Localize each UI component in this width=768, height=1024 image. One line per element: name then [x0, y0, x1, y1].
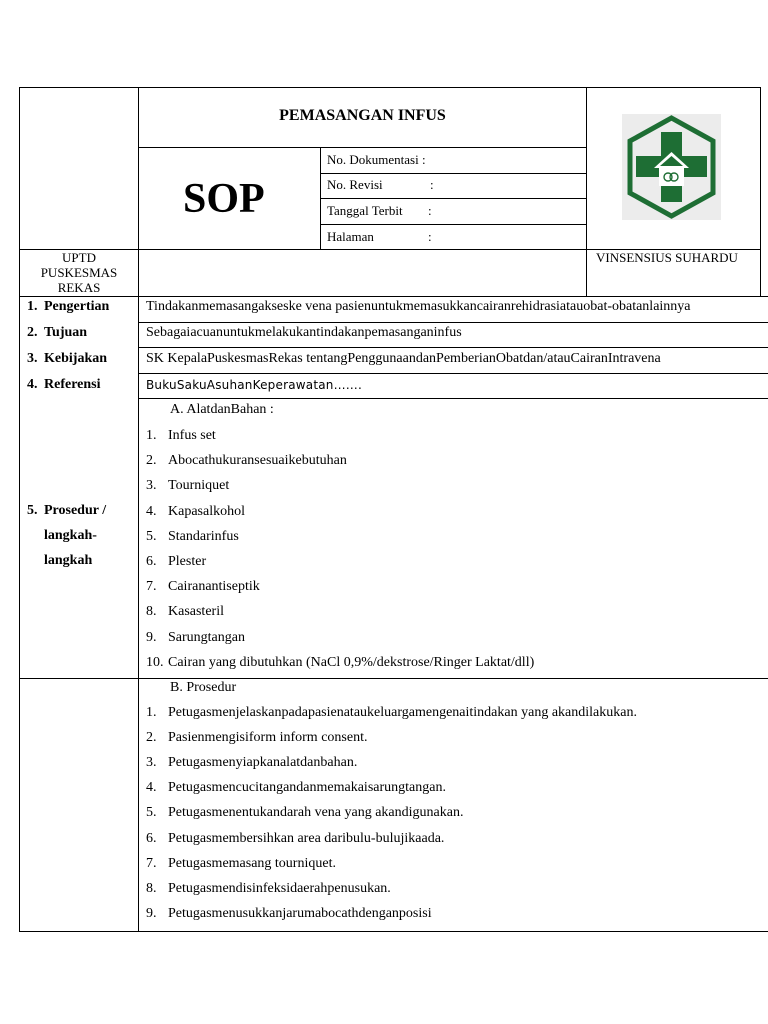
- border-row1: [138, 322, 768, 323]
- kebijakan-text: SK KepalaPuskesmasRekas tentangPenggunaandanPemberianObatdan/atauCairanIntravena: [146, 351, 661, 366]
- prosedur-step-num: 6.: [146, 830, 157, 846]
- prosedur-step-num: 5.: [146, 805, 157, 821]
- sop-label: SOP: [183, 176, 265, 222]
- tujuan-text: Sebagaiacuanuntukmelakukantindakanpemasanganinfus: [146, 325, 462, 340]
- alat-item-text: Abocathukuransesuaikebutuhan: [168, 453, 347, 469]
- border-doc2: [320, 198, 587, 199]
- section-num-4: 4.: [27, 377, 38, 392]
- pengertian-text: Tindakanmemasangakseske vena pasienuntukmemasukkancairanrehidrasiatauobat-obatanlainnya: [146, 299, 691, 314]
- section-label-prosedur: Prosedur /: [44, 503, 107, 518]
- alat-item-num: 9.: [146, 629, 157, 645]
- border-row3: [138, 373, 768, 374]
- prosedur-heading: B. Prosedur: [170, 680, 237, 695]
- doc-field-colon: :: [428, 229, 432, 244]
- prosedur-step-text: Petugasmenjelaskanpadapasienataukeluargamengenaitindakan yang akandilakukan.: [168, 705, 637, 720]
- border-row2: [138, 347, 768, 348]
- border-section: [19, 678, 768, 679]
- alat-item-num: 1.: [146, 428, 157, 443]
- alat-item-text: Infus set: [168, 428, 216, 443]
- section-label-langkah2: langkah: [44, 553, 93, 568]
- alat-item-text: Cairanantiseptik: [168, 579, 260, 595]
- prosedur-step-text: Petugasmenusukkanjarumabocathdenganposisi: [168, 905, 432, 921]
- border-top: [19, 87, 761, 88]
- prosedur-step-num: 4.: [146, 780, 157, 796]
- prosedur-step-num: 3.: [146, 755, 157, 771]
- org-line-puskesmas: PUSKESMAS: [40, 265, 118, 280]
- border-row4: [138, 398, 768, 399]
- org-line-rekas: REKAS: [57, 280, 101, 295]
- border-col-logo: [586, 87, 587, 296]
- alat-item-text: Plester: [168, 554, 207, 569]
- referensi-text: BukuSakuAsuhanKeperawatan…….: [146, 378, 362, 392]
- doc-field-colon: :: [430, 177, 434, 192]
- alat-item-text: Tourniquet: [168, 478, 230, 494]
- section-num-2: 2.: [27, 325, 38, 340]
- section-num-1: 1.: [27, 299, 38, 314]
- section-num-5: 5.: [27, 503, 38, 518]
- alat-heading: A. AlatdanBahan :: [170, 402, 274, 417]
- section-num-3: 3.: [27, 351, 38, 366]
- alat-item-num: 2.: [146, 453, 157, 469]
- border-doc3: [320, 224, 587, 225]
- doc-field-revisi: No. Revisi: [327, 177, 383, 192]
- alat-item-num: 10.: [146, 654, 164, 670]
- alat-item-text: Standarinfus: [168, 528, 239, 544]
- prosedur-step-text: Petugasmenentukandarah vena yang akandigunakan.: [168, 805, 464, 821]
- section-label-pengertian: Pengertian: [44, 299, 110, 314]
- signatory-name: VINSENSIUS SUHARDU: [596, 250, 738, 265]
- border-col1: [138, 87, 139, 932]
- prosedur-step-text: Petugasmencucitangandanmemakaisarungtangan.: [168, 780, 446, 796]
- alat-item-num: 6.: [146, 554, 157, 569]
- prosedur-step-num: 9.: [146, 905, 157, 921]
- alat-item-num: 3.: [146, 478, 157, 494]
- section-label-langkah: langkah-: [44, 528, 97, 543]
- page-title: PEMASANGAN INFUS: [279, 107, 446, 124]
- alat-item-num: 8.: [146, 604, 157, 620]
- prosedur-step-text: Pasienmengisiform inform consent.: [168, 730, 368, 746]
- prosedur-step-num: 1.: [146, 705, 157, 720]
- border-title: [138, 147, 587, 148]
- border-header-bottom: [19, 296, 768, 297]
- doc-field-nomor: No. Dokumentasi :: [327, 152, 426, 167]
- prosedur-step-text: Petugasmenyiapkanalatdanbahan.: [168, 755, 358, 771]
- prosedur-step-text: Petugasmemasang tourniquet.: [168, 855, 336, 871]
- puskesmas-logo-icon: [622, 114, 721, 220]
- prosedur-step-text: Petugasmembersihkan area daribulu-bulujikaada.: [168, 830, 445, 846]
- alat-item-num: 7.: [146, 579, 157, 595]
- org-line-uptd: UPTD: [62, 250, 96, 265]
- alat-item-num: 4.: [146, 503, 157, 519]
- section-label-kebijakan: Kebijakan: [44, 351, 108, 366]
- doc-field-halaman: Halaman: [327, 229, 374, 244]
- border-left: [19, 87, 20, 932]
- doc-field-tanggal: Tanggal Terbit: [327, 203, 403, 218]
- alat-item-text: Cairan yang dibutuhkan (NaCl 0,9%/dekstrose/Ringer Laktat/dll): [168, 654, 535, 670]
- section-label-tujuan: Tujuan: [44, 325, 88, 340]
- section-label-referensi: Referensi: [44, 377, 101, 392]
- border-right-header: [760, 87, 761, 296]
- alat-item-text: Sarungtangan: [168, 629, 245, 645]
- alat-item-text: Kasasteril: [168, 604, 224, 620]
- alat-item-num: 5.: [146, 528, 157, 544]
- alat-item-text: Kapasalkohol: [168, 503, 245, 519]
- border-bottom: [19, 931, 768, 932]
- border-doc1: [320, 173, 587, 174]
- prosedur-step-num: 2.: [146, 730, 157, 746]
- prosedur-step-num: 8.: [146, 880, 157, 896]
- prosedur-step-text: Petugasmendisinfeksidaerahpenusukan.: [168, 880, 391, 896]
- doc-field-colon: :: [428, 203, 432, 218]
- prosedur-step-num: 7.: [146, 855, 157, 871]
